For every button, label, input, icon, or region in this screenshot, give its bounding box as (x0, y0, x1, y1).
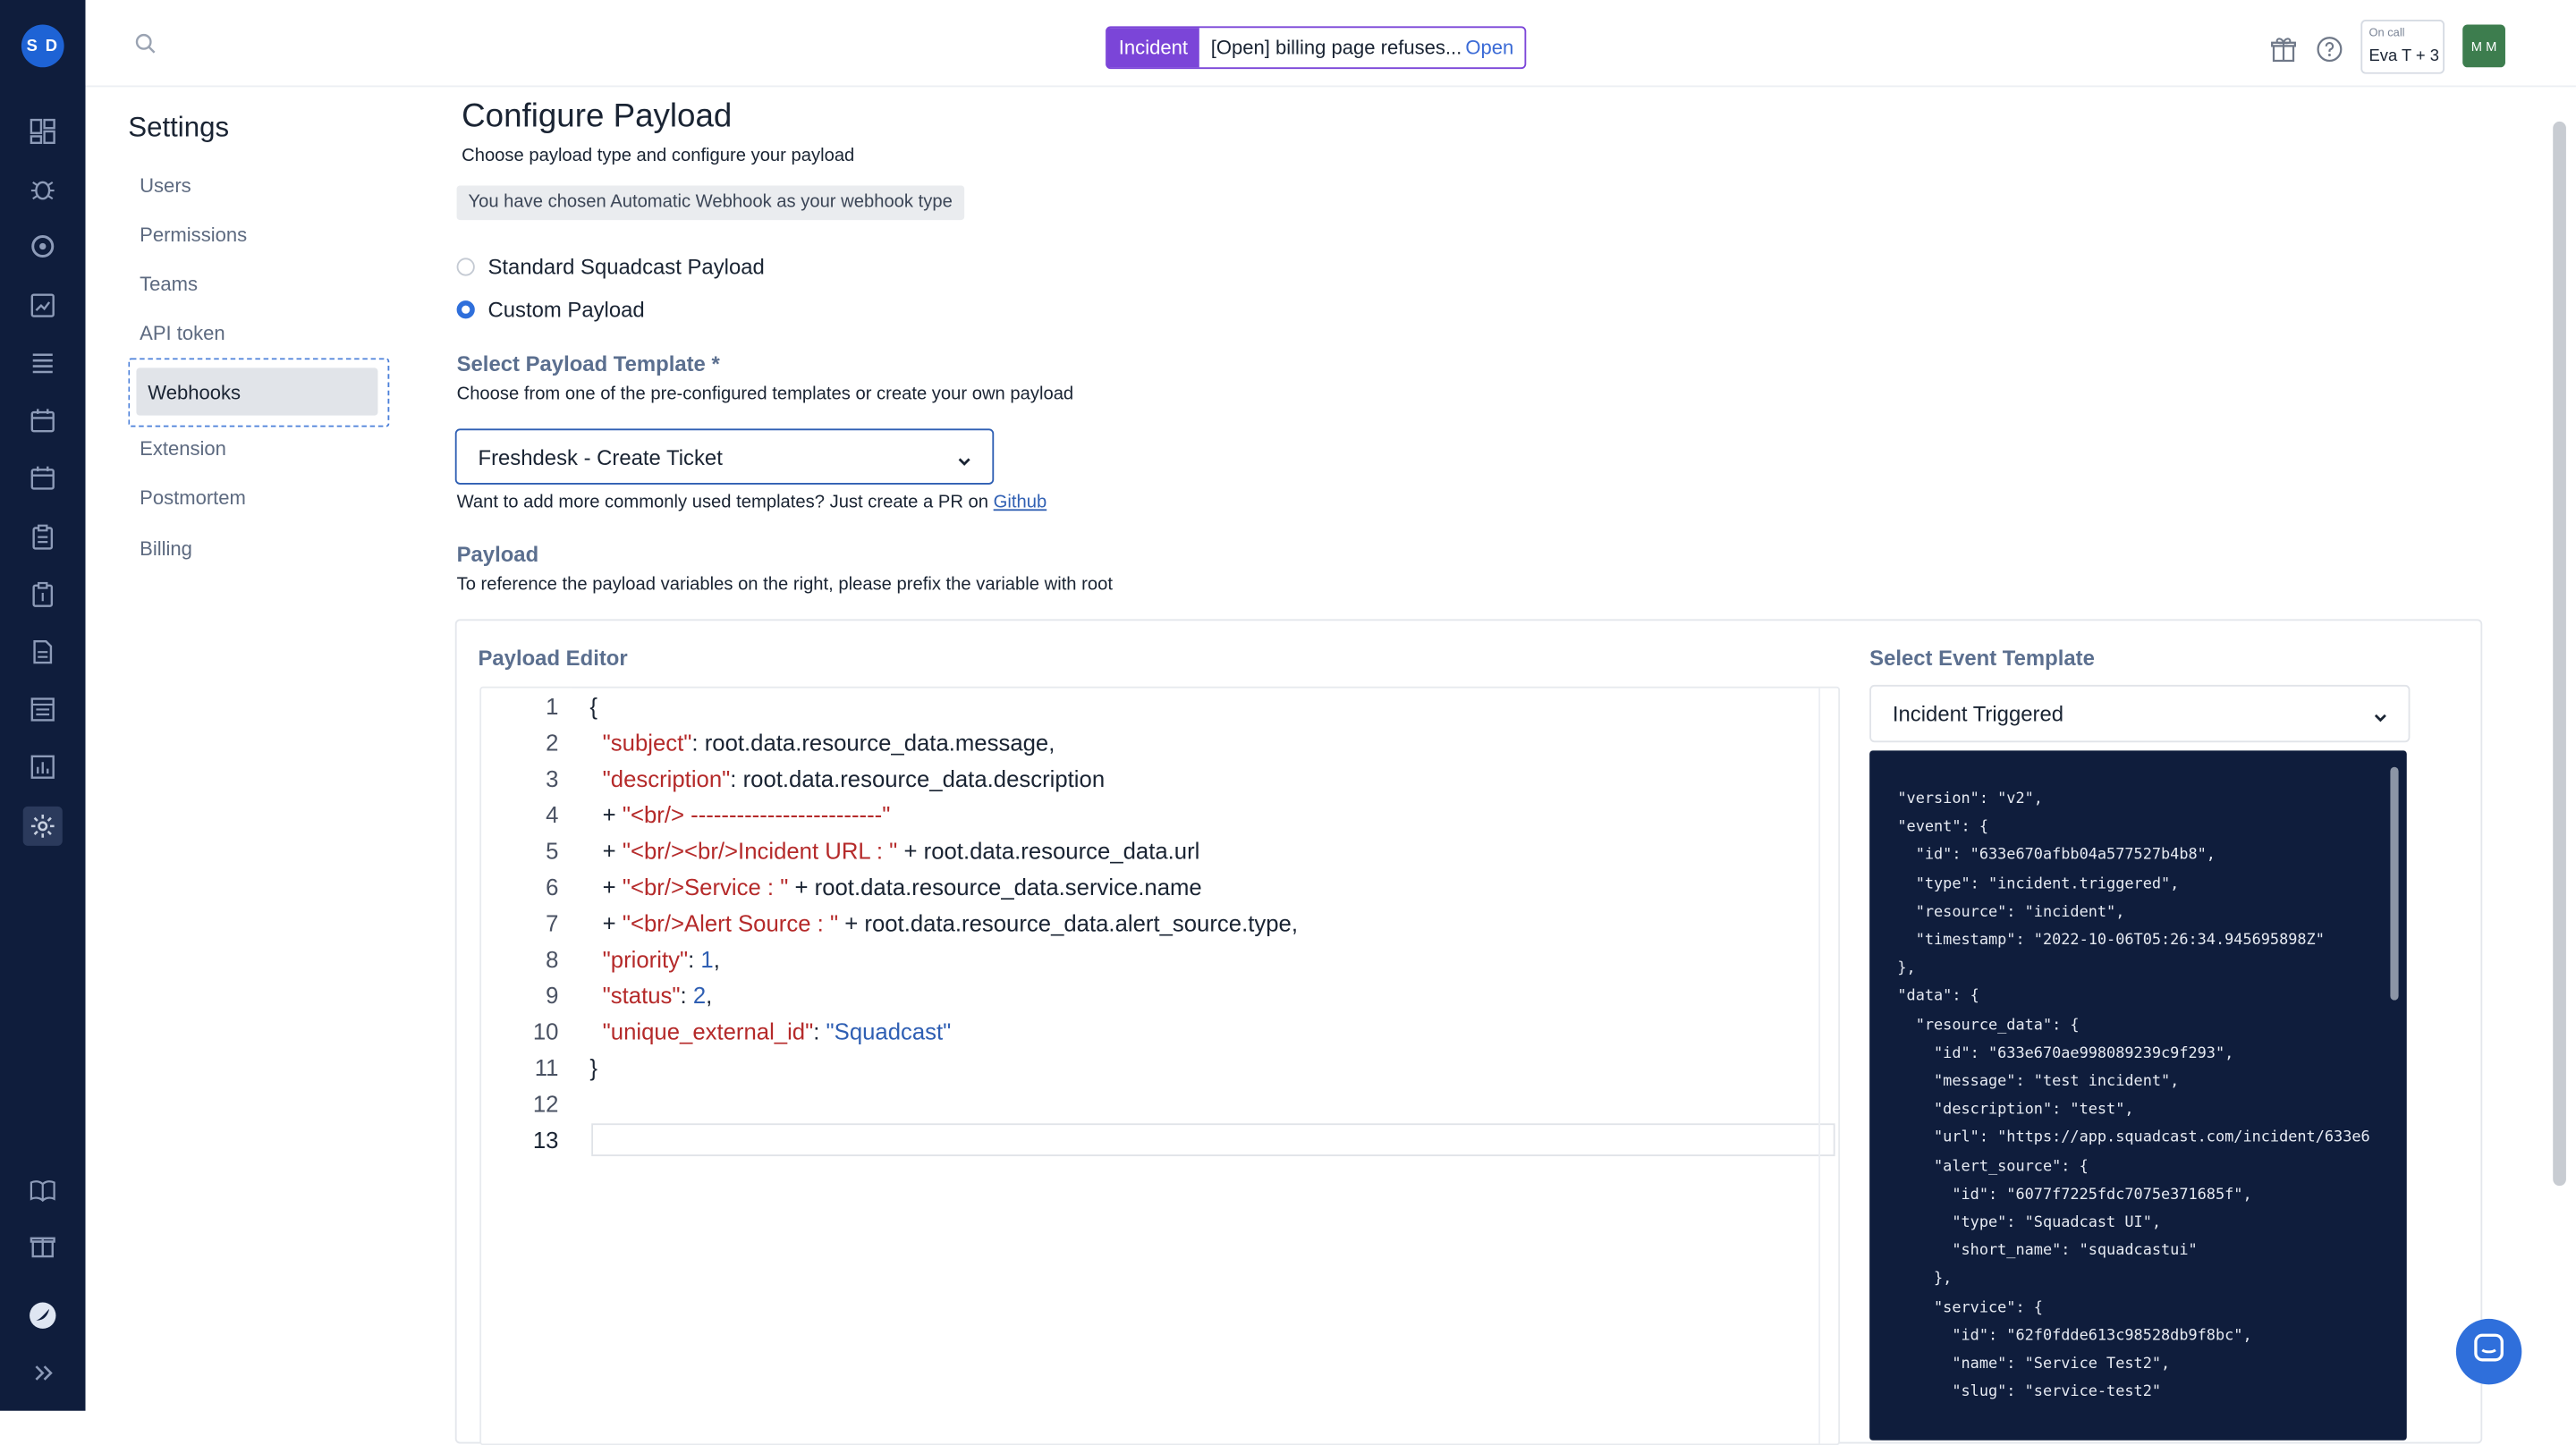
gift-icon[interactable] (26, 1229, 59, 1262)
expand-chevrons-icon[interactable] (26, 1356, 59, 1390)
event-json-preview[interactable] (1869, 750, 2407, 1440)
settings-nav (128, 108, 391, 561)
settings-item-extension[interactable]: Extension (140, 436, 226, 461)
target-icon[interactable] (26, 230, 59, 263)
code-line: "status": 2, (602, 982, 713, 1009)
json-line: "id": "633e670afbb04a577527b4b8", (1897, 846, 2216, 865)
code-line: "description": root.data.resource_data.description (602, 765, 1106, 792)
json-line: "id": "633e670ae998089239c9f293", (1897, 1044, 2234, 1062)
oncall-widget[interactable] (2360, 20, 2445, 74)
code-line: } (589, 1054, 597, 1081)
json-scrollbar[interactable] (2390, 767, 2398, 1001)
more-templates-text: Want to add more commonly used templates? Just create a PR on (456, 493, 989, 513)
json-line: "service": { (1897, 1298, 2043, 1317)
line-number: 1 (546, 693, 559, 720)
json-line: "message": "test incident", (1897, 1072, 2180, 1091)
chat-support-button[interactable] (2456, 1319, 2521, 1384)
json-line: "url": "https://app.squadcast.com/incident/633e6 (1897, 1128, 2370, 1147)
json-line: "data": { (1897, 987, 1979, 1006)
oncall-label: On call (2368, 28, 2405, 40)
line-number: 9 (546, 982, 559, 1009)
payload-template-value: Freshdesk - Create Ticket (478, 444, 723, 469)
editor-margin-line (1818, 689, 1820, 1444)
template-heading: Select Payload Template * (456, 351, 720, 376)
chevron-down-icon (2372, 706, 2388, 731)
radio-standard-payload[interactable] (457, 258, 475, 275)
json-line: }, (1897, 959, 1916, 978)
event-template-heading: Select Event Template (1869, 645, 2095, 671)
webhook-type-chip: You have chosen Automatic Webhook as your webhook type (457, 186, 964, 221)
github-link[interactable]: Github (993, 493, 1047, 513)
payload-panel (455, 619, 2482, 1443)
payload-heading: Payload (456, 542, 539, 567)
settings-item-teams[interactable]: Teams (140, 272, 199, 296)
json-line: "name": "Service Test2", (1897, 1355, 2171, 1373)
json-line: "description": "test", (1897, 1100, 2134, 1120)
radio-custom-label[interactable]: Custom Payload (487, 297, 645, 322)
code-line: + "<br/>Alert Source : " + root.data.resource_data.alert_source.type, (589, 909, 1298, 936)
current-line-highlight (591, 1123, 1835, 1156)
clipboard-icon[interactable] (26, 520, 59, 553)
code-line: + "<br/><br/>Incident URL : " + root.data.resource_data.url (589, 837, 1200, 865)
code-line: { (589, 693, 597, 720)
json-line: "type": "incident.triggered", (1897, 875, 2180, 893)
more-templates-note (457, 493, 1047, 512)
json-line: }, (1897, 1270, 1953, 1289)
chat-icon (2472, 1331, 2505, 1373)
event-template-value: Incident Triggered (1892, 701, 2064, 726)
top-bar (86, 0, 2576, 87)
avatar[interactable]: S D (21, 25, 64, 68)
radio-custom-payload[interactable] (457, 300, 475, 318)
settings-item-postmortem[interactable]: Postmortem (140, 486, 246, 510)
template-description: Choose from one of the pre-configured templates or create your own payload (456, 384, 1074, 404)
squadcast-logo-icon (26, 1299, 59, 1332)
line-number: 12 (532, 1090, 559, 1117)
code-line: "priority": 1, (602, 945, 720, 973)
json-line: "short_name": "squadcastui" (1897, 1241, 2198, 1261)
incident-tag: Incident (1107, 28, 1199, 67)
payload-template-select[interactable] (455, 428, 994, 484)
settings-title: Settings (128, 111, 230, 143)
user-avatar[interactable]: M M (2462, 25, 2505, 68)
radio-standard-label[interactable]: Standard Squadcast Payload (487, 254, 765, 280)
json-line: "version": "v2", (1897, 790, 2043, 808)
reports-icon[interactable] (26, 750, 59, 783)
page-subtitle: Choose payload type and configure your payload (462, 146, 855, 166)
left-rail (0, 0, 86, 1411)
line-number: 3 (546, 765, 559, 792)
json-line: "slug": "service-test2" (1897, 1382, 2162, 1402)
payload-editor-heading: Payload Editor (478, 645, 628, 671)
calendar-icon[interactable] (26, 404, 59, 437)
code-line: "subject": root.data.resource_data.message, (602, 729, 1055, 756)
help-icon[interactable] (2317, 36, 2343, 71)
status-page-icon[interactable] (26, 693, 59, 726)
settings-item-api-token[interactable]: API token (140, 321, 225, 345)
line-number: 13 (532, 1126, 559, 1153)
line-number: 4 (546, 801, 559, 828)
bug-icon[interactable] (26, 173, 59, 206)
gift-icon[interactable] (2270, 36, 2296, 71)
line-number: 8 (546, 945, 559, 973)
code-line: "unique_external_id": "Squadcast" (602, 1018, 952, 1045)
json-line: "id": "62f0fdde613c98528db9f8bc", (1897, 1326, 2252, 1345)
settings-item-users[interactable]: Users (140, 173, 191, 198)
line-number: 10 (532, 1018, 559, 1045)
json-line: "type": "Squadcast UI", (1897, 1213, 2162, 1232)
document-icon[interactable] (26, 636, 59, 669)
line-number: 7 (546, 909, 559, 936)
line-number: 6 (546, 874, 559, 900)
analytics-icon[interactable] (26, 289, 59, 322)
event-template-select[interactable] (1869, 685, 2410, 742)
line-number: 5 (546, 837, 559, 865)
incident-open-link[interactable]: Open (1465, 36, 1514, 60)
search-icon[interactable] (135, 33, 157, 63)
settings-item-webhooks-label: Webhooks (136, 368, 377, 415)
schedule-icon[interactable] (26, 461, 59, 494)
page-scrollbar[interactable] (2553, 122, 2566, 1186)
settings-icon[interactable] (23, 807, 63, 846)
settings-item-permissions[interactable]: Permissions (140, 223, 248, 247)
chevron-down-icon (956, 450, 972, 475)
line-number-gutter (481, 689, 572, 1444)
json-line: "event": { (1897, 818, 1989, 837)
json-line: "id": "6077f7225fdc7075e371685f", (1897, 1185, 2252, 1204)
settings-item-billing[interactable]: Billing (140, 537, 192, 561)
docs-icon[interactable] (26, 1174, 59, 1207)
json-line: "resource": "incident", (1897, 902, 2125, 922)
oncall-value: Eva T + 3 (2368, 47, 2439, 66)
json-line: "alert_source": { (1897, 1157, 2089, 1176)
runbook-icon[interactable] (26, 579, 59, 612)
incident-title[interactable]: [Open] billing page refuses... (1210, 36, 1462, 60)
page-title: Configure Payload (462, 98, 733, 135)
payload-code-editor[interactable] (479, 687, 1840, 1445)
payload-description: To reference the payload variables on the right, please prefix the variable with root (456, 574, 1113, 595)
line-number: 2 (546, 729, 559, 756)
line-number: 11 (534, 1054, 559, 1081)
settings-item-webhooks[interactable] (128, 358, 389, 427)
json-line: "timestamp": "2022-10-06T05:26:34.945695898Z" (1897, 931, 2325, 950)
dashboard-icon[interactable] (26, 115, 59, 148)
active-incident-banner[interactable] (1106, 26, 1527, 69)
code-line: + "<br/>Service : " + root.data.resource_data.service.name (589, 874, 1202, 900)
code-line: + "<br/> -------------------------" (589, 801, 891, 828)
list-icon[interactable] (26, 347, 59, 380)
json-line: "resource_data": { (1897, 1016, 2080, 1035)
